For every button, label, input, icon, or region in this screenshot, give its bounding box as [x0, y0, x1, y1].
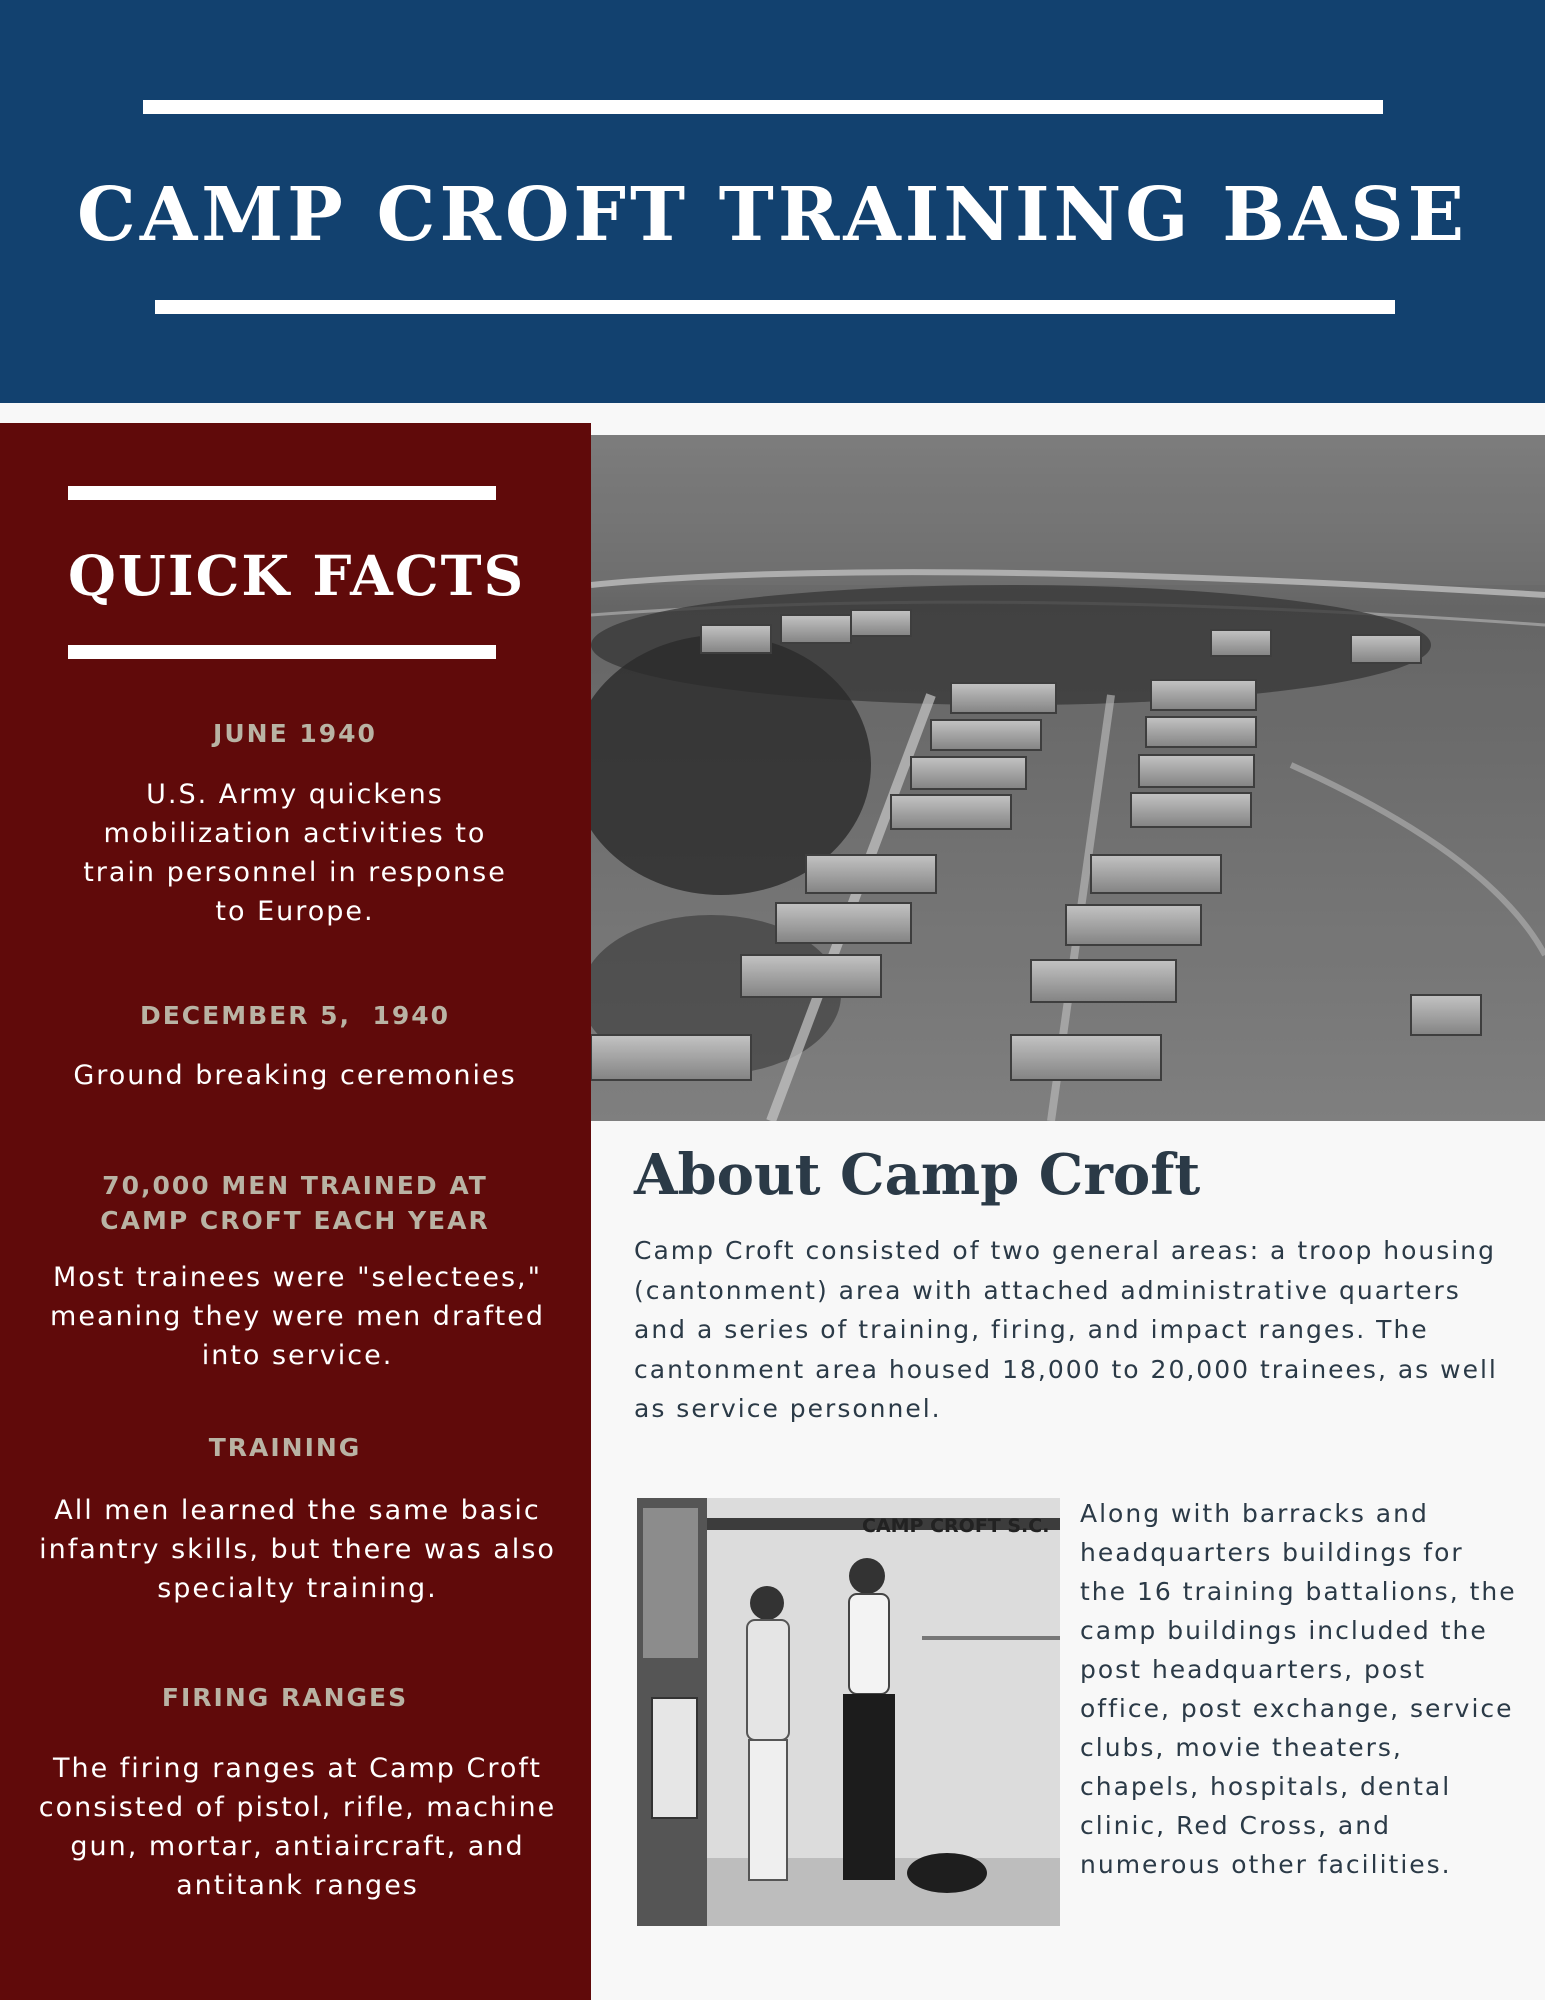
fact-heading-training: TRAINING — [208, 1433, 362, 1462]
fact-heading-firing-ranges: FIRING RANGES — [161, 1683, 409, 1712]
fact-text-training: All men learned the same basic infantry skills, but there was also specialty training. — [39, 1495, 556, 1604]
sidebar-bottom-rule — [68, 645, 496, 659]
header-top-rule — [143, 100, 1383, 114]
fact-heading-december-1940: DECEMBER 5, 1940 — [139, 1001, 451, 1030]
header-bottom-rule — [155, 300, 1395, 314]
about-heading: About Camp Croft — [634, 1142, 1201, 1208]
fact-text-june-1940: U.S. Army quickens mobilization activities to train personnel in response to Europe. — [83, 779, 507, 927]
fact-heading-men-trained: 70,000 MEN TRAINED AT CAMP CROFT EACH YEAR — [100, 1171, 490, 1235]
fact-text-december-1940: Ground breaking ceremonies — [73, 1060, 517, 1091]
facilities-paragraph: Along with barracks and headquarters buildings for the 16 training battalions, the camp buildings included the post headquarters, post office, post exchange, service clubs, movie theaters, chapels, hospitals, dental clinic, Red Cross, and numerous other facilities. — [1080, 1499, 1517, 1879]
aerial-photo — [591, 435, 1545, 1121]
header-banner — [0, 0, 1545, 403]
fact-heading-june-1940: JUNE 1940 — [213, 719, 377, 748]
fact-text-men-trained: Most trainees were "selectees," meaning they were men drafted into service. — [50, 1262, 545, 1371]
page-title: CAMP CROFT TRAINING BASE — [76, 172, 1469, 258]
quick-facts-sidebar — [0, 423, 591, 2000]
sidebar-top-rule — [68, 486, 496, 500]
soldiers-photo — [637, 1498, 1060, 1926]
about-paragraph: Camp Croft consisted of two general areas: a troop housing (cantonment) area with attached administrative quarters and a series of training, firing, and impact ranges. The cantonment area housed 18,000 to 20,000 trainees, as well as service personnel. — [634, 1236, 1498, 1423]
photo-sign-text: CAMP CROFT S.C. — [862, 1515, 1050, 1537]
fact-text-firing-ranges: The firing ranges at Camp Croft consisted of pistol, rifle, machine gun, mortar, antiaircraft, and antitank ranges — [38, 1753, 557, 1901]
sidebar-title: QUICK FACTS — [68, 543, 526, 608]
